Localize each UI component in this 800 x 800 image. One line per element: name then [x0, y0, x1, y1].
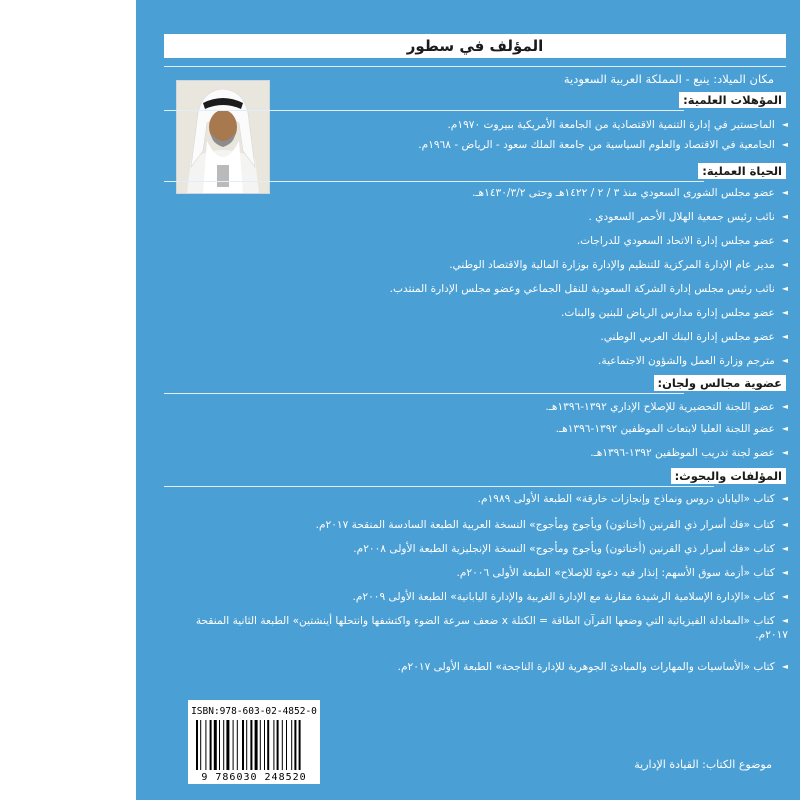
barcode-bar [299, 720, 301, 770]
career-item: ◄ مدير عام الإدارة المركزية للتنظيم والإدارة بوزارة المالية والاقتصاد الوطني. [449, 258, 788, 272]
barcode-bars [194, 720, 314, 770]
section-divider [164, 393, 684, 394]
book-subject: موضوع الكتاب: القيادة الإدارية [634, 758, 772, 771]
title-divider [164, 66, 786, 67]
author-photo [176, 80, 270, 194]
barcode-bar [267, 720, 269, 770]
barcode-bar [210, 720, 212, 770]
book-back-cover [136, 0, 800, 800]
barcode-bar [282, 720, 283, 770]
section-divider [164, 181, 704, 182]
membership-item: ◄ عضو اللجنة العليا لابتعاث الموظفين ١٣٩٢-١٣٩٦هـ. [556, 422, 788, 436]
publication-item: ◄ كتاب «فك أسرار ذي القرنين (أخناتون) ويأجوج ومأجوج» النسخة الإنجليزية الطبعة الأولى ٢٠٠٨م. [353, 542, 788, 556]
isbn-barcode [188, 700, 320, 784]
publication-item: ◄ كتاب «أزمة سوق الأسهم: إنذار فيه دعوة للإصلاح» الطبعة الأولى ٢٠٠٦م. [456, 566, 788, 580]
barcode-bar [264, 720, 265, 770]
barcode-bar [196, 720, 198, 770]
career-item: ◄ نائب رئيس مجلس إدارة الشركة السعودية للنقل الجماعي وعضو مجلس الإدارة المنتدب. [390, 282, 788, 296]
career-item: ◄ عضو مجلس إدارة مدارس الرياض للبنين والبنات. [561, 306, 788, 320]
section-divider [164, 110, 684, 111]
membership-item: ◄ عضو لجنة تدريب الموظفين ١٣٩٢-١٣٩٦هـ. [590, 446, 788, 460]
cover-title: المؤلف في سطور [164, 34, 786, 58]
publication-item: ◄ كتاب «الإدارة الإسلامية الرشيدة مقارنة مع الإدارة الغربية والإدارة اليابانية» الطبعة الأولى ٢٠٠٩م. [352, 590, 788, 604]
publication-item: ◄ كتاب «المعادلة الفيزيائية التي وضعها القرآن الطاقة = الكتلة x ضعف سرعة الضوء واكتشفها وانتحلها أينشتين» الطبعة الثانية المنقحة ٢٠١٧م. [188, 614, 788, 642]
barcode-bar [260, 720, 261, 770]
membership-item: ◄ عضو اللجنة التحضيرية للإصلاح الإداري ١٣٩٢-١٣٩٦هـ. [545, 400, 788, 414]
barcode-digits: 9 786030 248520 [201, 772, 307, 783]
career-item: ◄ مترجم وزارة العمل والشؤون الاجتماعية. [598, 354, 788, 368]
section-heading-publications: المؤلفات والبحوث: [671, 468, 786, 484]
barcode-bar [233, 720, 234, 770]
section-heading-career: الحياة العملية: [698, 163, 786, 179]
barcode-bar [200, 720, 201, 770]
barcode-bar [205, 720, 206, 770]
section-heading-memberships: عضوية مجالس ولجان: [654, 375, 786, 391]
career-item: ◄ نائب رئيس جمعية الهلال الأحمر السعودي . [589, 210, 788, 224]
barcode-bar [255, 720, 258, 770]
barcode-bar [277, 720, 279, 770]
career-item: ◄ عضو مجلس إدارة البنك العربي الوطني. [600, 330, 788, 344]
barcode-bar [246, 720, 247, 770]
barcode-bar [226, 720, 229, 770]
publication-item: ◄ كتاب «فك أسرار ذي القرنين (أخناتون) ويأجوج ومأجوج» النسخة العربية الطبعة السادسة المنقحة ٢٠١٧م. [316, 518, 788, 532]
qualification-item: ◄ الماجستير في إدارة التنمية الاقتصادية من الجامعة الأمريكية ببيروت ١٩٧٠م. [447, 118, 788, 132]
qualification-item: ◄ الجامعية في الاقتصاد والعلوم السياسية من جامعة الملك سعود - الرياض - ١٩٦٨م. [418, 138, 788, 152]
barcode-bar [291, 720, 292, 770]
barcode-bar [237, 720, 238, 770]
career-item: ◄ عضو مجلس إدارة الاتحاد السعودي للدراجات. [577, 234, 788, 248]
barcode-bar [219, 720, 220, 770]
barcode-bar [294, 720, 296, 770]
section-heading-qualifications: المؤهلات العلمية: [679, 92, 786, 108]
career-item: ◄ عضو مجلس الشورى السعودي منذ ٣ / ٢ / ١٤٢٢هـ وحتى ١٤٣٠/٣/٢هـ. [472, 186, 788, 200]
barcode-bar [250, 720, 252, 770]
publication-item: ◄ كتاب «اليابان دروس ونماذج وإنجازات خارقة» الطبعة الأولى ١٩٨٩م. [478, 492, 788, 506]
barcode-bar [273, 720, 274, 770]
barcode-bar [223, 720, 224, 770]
publication-item: ◄ كتاب «الأساسيات والمهارات والمبادئ الجوهرية للإدارة الناجحة» الطبعة الأولى ٢٠١٧م. [398, 660, 788, 674]
section-divider [164, 486, 714, 487]
barcode-bar [214, 720, 217, 770]
barcode-bar [286, 720, 287, 770]
birthplace-line: مكان الميلاد: ينبع - المملكة العربية السعودية [563, 72, 774, 86]
barcode-bar [242, 720, 244, 770]
isbn-number: ISBN:978-603-02-4852-0 [191, 706, 317, 717]
